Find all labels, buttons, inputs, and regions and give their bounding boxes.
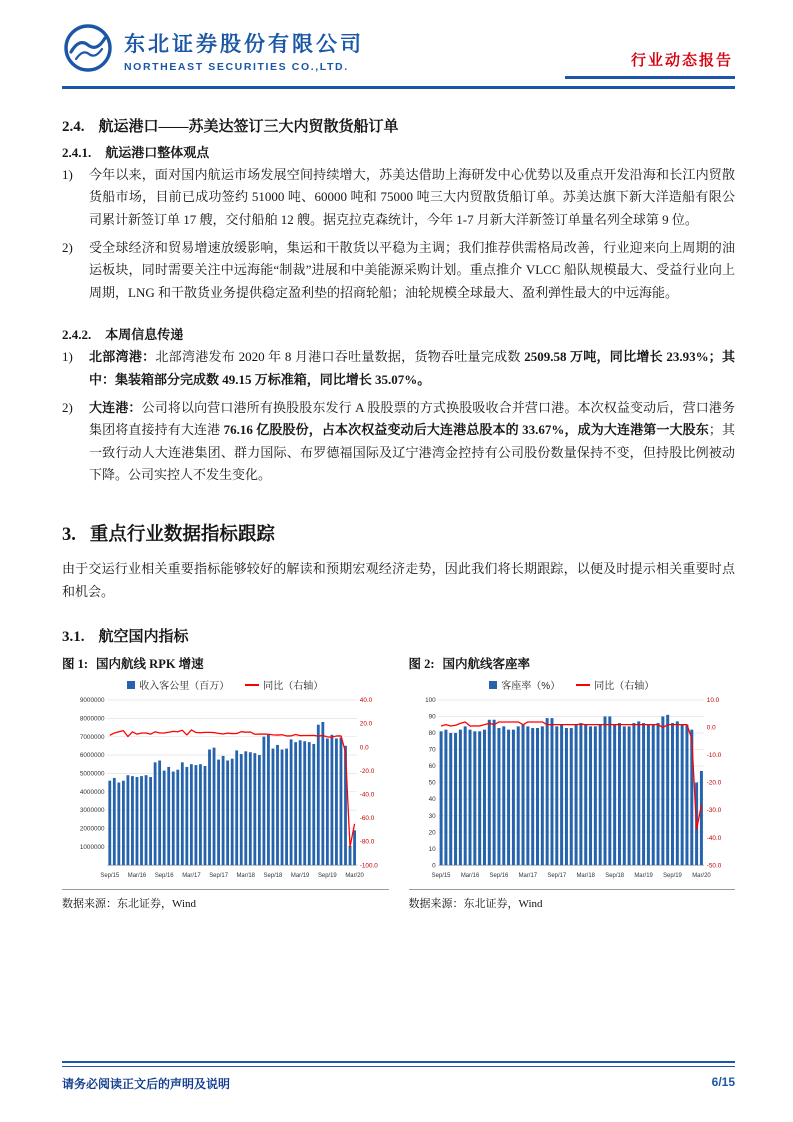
svg-text:60: 60	[428, 763, 436, 771]
svg-text:Mar/18: Mar/18	[236, 873, 255, 880]
chart-legend	[62, 677, 389, 692]
svg-text:-100.0: -100.0	[359, 862, 378, 870]
svg-text:Sep/16: Sep/16	[154, 873, 174, 880]
svg-text:Mar/18: Mar/18	[575, 873, 595, 880]
list-item	[62, 237, 735, 304]
footer-disclaimer: 请务必阅读正文后的声明及说明	[62, 1077, 231, 1091]
svg-text:Sep/17: Sep/17	[209, 873, 229, 880]
svg-text:3000000: 3000000	[79, 807, 105, 815]
svg-text:-30.0: -30.0	[706, 807, 721, 815]
section-3-intro: 由于交运行业相关重要指标能够较好的解读和预期宏观经济走势，因此我们将长期跟踪，以便及时提示相关重要时点和机会。	[62, 561, 735, 599]
item-body: 受全球经济和贸易增速放缓影响，集运和干散货以平稳为主调；我们推荐供需格局改善，行业迎来向上周期的油运板块，同时需要关注中远海能“制裁”进展和中美能源采购计划。重点推介 VLCC 船队规模最大、受益行业向上周期，LNG 和干散货业务提供稳定盈利垫的招商轮船；油轮规模全球最大、盈利弹性最大的中远海能。	[89, 240, 735, 300]
figure-source: 数据来源：东北证券，Wind	[62, 889, 389, 911]
svg-text:8000000: 8000000	[79, 715, 105, 723]
svg-text:Mar/19: Mar/19	[633, 873, 653, 880]
legend-line-series: 同比（右轴）	[245, 677, 323, 692]
legend-bar-series: 收入客公里（百万）	[127, 677, 229, 692]
chart-legend	[409, 677, 736, 692]
report-type-underline	[565, 49, 735, 79]
legend-bar-series: 客座率（%）	[489, 677, 560, 692]
report-header	[62, 22, 735, 79]
legend-line-series: 同比（右轴）	[576, 677, 654, 692]
section-2-4-1-heading: 2.4.1. 航运港口整体观点	[62, 145, 210, 160]
item-marker: 1)	[62, 349, 73, 365]
figure-title: 图 1: 国内航线 RPK 增速	[62, 657, 204, 672]
svg-text:Sep/17: Sep/17	[546, 873, 566, 880]
rpk-growth-chart	[62, 693, 389, 881]
svg-text:Sep/15: Sep/15	[431, 873, 450, 880]
company-name-en: NORTHEAST SECURITIES CO.,LTD.	[124, 61, 349, 73]
svg-text:Mar/19: Mar/19	[290, 873, 310, 880]
svg-text:Sep/19: Sep/19	[662, 873, 682, 880]
svg-text:Mar/17: Mar/17	[518, 873, 537, 880]
figures-row	[62, 654, 735, 911]
svg-text:-20.0: -20.0	[359, 767, 375, 775]
item-marker: 2)	[62, 240, 73, 256]
svg-text:80: 80	[428, 730, 436, 738]
svg-text:1000000: 1000000	[79, 843, 105, 851]
section-3-heading: 3. 重点行业数据指标跟踪	[62, 525, 275, 546]
item-body: 北部湾港：北部湾港发布 2020 年 8 月港口吞吐量数据，货物吞吐量完成数 2509.58 万吨，同比增长 23.93%；其中：集装箱部分完成数 49.15 万标准箱，同比增长 35.07%。	[89, 349, 735, 387]
item-body: 今年以来，面对国内航运市场发展空间持续增大，苏美达借助上海研发中心优势以及重点开发沿海和长江内贸散货船市场，目前已成功签约 51000 吨、60000 吨和 75000 吨三大内贸散货船订单。苏美达旗下新大洋造船有限公司累计新签订单 17 艘，交付船舶 12 艘。据克拉克森统计，今年 1-7 月新大洋新签订单量名列全球第 9 位。	[89, 167, 735, 227]
svg-text:40: 40	[428, 796, 436, 804]
figure-title: 图 2: 国内航线客座率	[408, 657, 531, 672]
load-factor-chart	[409, 693, 736, 881]
figure-2	[409, 654, 736, 911]
figure-source: 数据来源：东北证券，Wind	[409, 889, 736, 911]
svg-text:10: 10	[428, 845, 436, 853]
item-body: 大连港：公司将以向营口港所有换股股东发行 A 股股票的方式换股吸收合并营口港。本次权益变动后，营口港务集团将直接持有大连港 76.16 亿股股份，占本次权益变动后大连港总股本的 33.67%，成为大连港第一大股东；其一致行动人大连港集团、群力国际、布罗德福国际及辽宁港湾金控持有公司股份数量保持不变，但持股比例被动下降。公司实控人不发生变化。	[89, 399, 735, 482]
svg-text:70: 70	[428, 746, 436, 754]
svg-text:Sep/15: Sep/15	[100, 873, 120, 880]
list-item	[62, 397, 735, 486]
list-item	[62, 164, 735, 231]
svg-text:-80.0: -80.0	[359, 838, 375, 846]
report-type-label: 行业动态报告	[630, 53, 733, 69]
svg-text:Sep/18: Sep/18	[263, 873, 283, 880]
svg-text:4000000: 4000000	[79, 788, 105, 796]
svg-text:Sep/16: Sep/16	[489, 873, 508, 880]
svg-text:100: 100	[424, 697, 436, 705]
svg-text:Mar/20: Mar/20	[345, 873, 364, 880]
section-2-4-2-heading: 2.4.2. 本周信息传递	[62, 327, 184, 343]
svg-text:6000000: 6000000	[79, 752, 105, 760]
header-divider	[62, 86, 735, 89]
svg-text:50: 50	[428, 779, 436, 787]
logo-wave-icon	[62, 22, 114, 79]
item-marker: 2)	[62, 399, 73, 415]
svg-text:-20.0: -20.0	[706, 779, 721, 787]
svg-text:9000000: 9000000	[79, 697, 105, 705]
svg-text:Mar/20: Mar/20	[691, 873, 711, 880]
svg-text:Mar/16: Mar/16	[127, 873, 147, 880]
svg-text:40.0: 40.0	[359, 697, 373, 705]
figure-1	[62, 654, 389, 911]
svg-text:0.0: 0.0	[706, 724, 716, 732]
svg-text:-40.0: -40.0	[359, 791, 375, 799]
svg-text:-50.0: -50.0	[706, 862, 721, 870]
svg-text:Mar/16: Mar/16	[460, 873, 479, 880]
svg-text:-10.0: -10.0	[706, 752, 721, 760]
svg-text:-40.0: -40.0	[706, 834, 721, 842]
item-marker: 1)	[62, 167, 73, 182]
section-3-1-heading: 3.1. 航空国内指标	[62, 629, 189, 646]
page-number: 6/15	[711, 1075, 735, 1089]
company-logo	[62, 22, 364, 79]
svg-text:0: 0	[431, 862, 436, 870]
footer	[62, 1061, 735, 1092]
svg-text:30: 30	[428, 812, 436, 820]
svg-text:Sep/19: Sep/19	[317, 873, 337, 880]
section-2-4-heading: 2.4. 航运港口——苏美达签订三大内贸散货船订单	[62, 119, 399, 135]
svg-text:Mar/17: Mar/17	[182, 873, 201, 880]
svg-text:2000000: 2000000	[79, 825, 105, 833]
svg-text:Sep/18: Sep/18	[604, 873, 624, 880]
svg-text:10.0: 10.0	[706, 697, 719, 705]
list-item	[62, 346, 735, 391]
svg-text:20: 20	[428, 829, 436, 837]
svg-text:90: 90	[428, 713, 436, 721]
svg-text:20.0: 20.0	[359, 720, 373, 728]
svg-text:-60.0: -60.0	[359, 815, 375, 823]
company-name-cn: 东北证券股份有限公司	[124, 33, 364, 56]
svg-text:5000000: 5000000	[79, 770, 105, 778]
svg-text:7000000: 7000000	[79, 733, 105, 741]
svg-text:0.0: 0.0	[359, 744, 369, 752]
